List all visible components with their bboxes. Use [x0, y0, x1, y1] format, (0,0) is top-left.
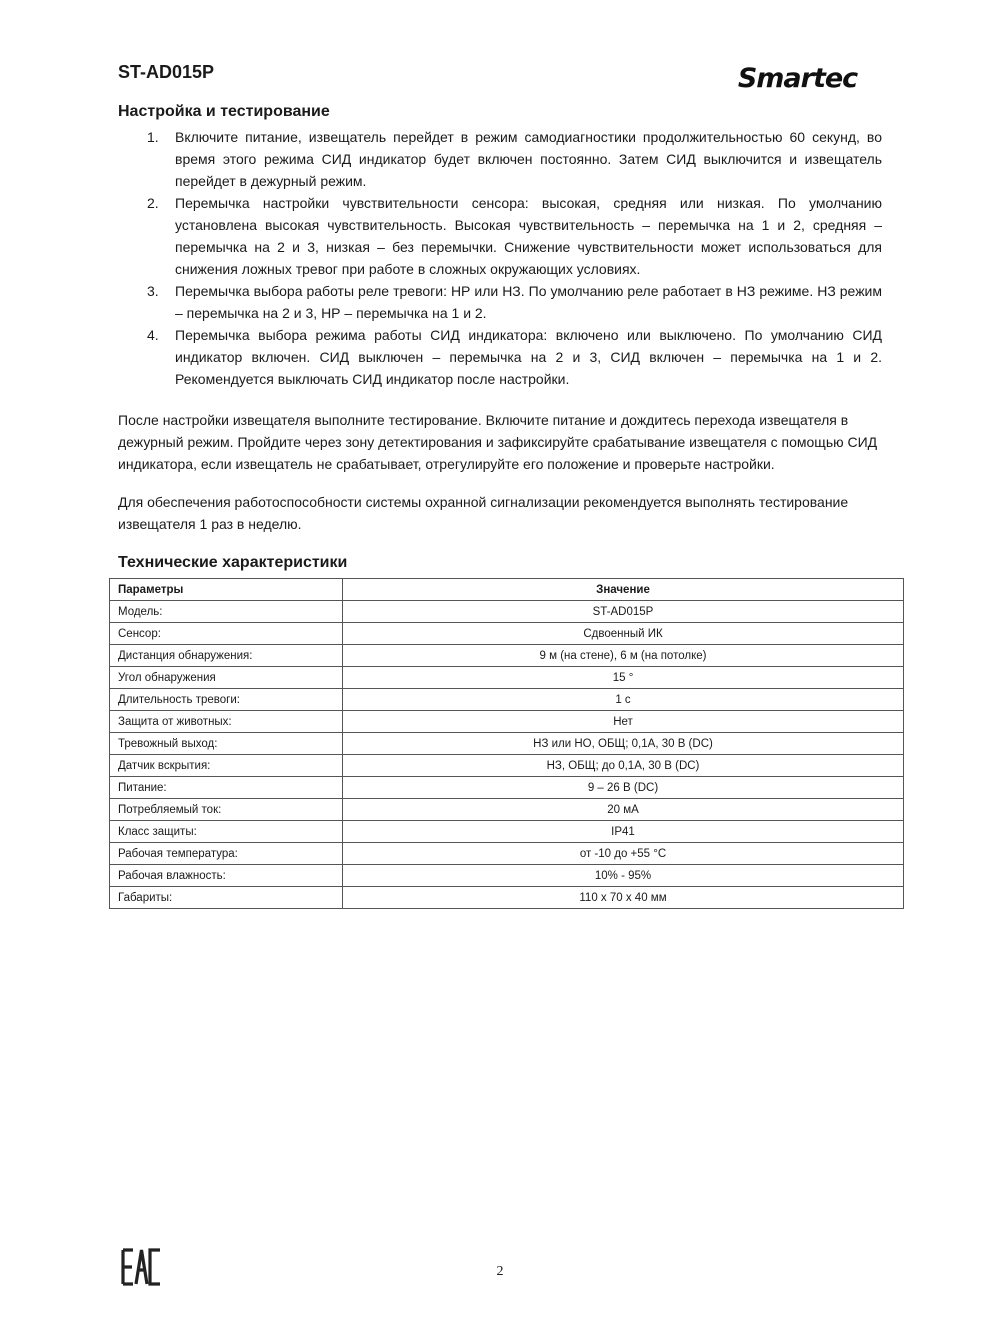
param-cell: Дистанция обнаружения: — [110, 645, 343, 667]
value-cell: Нет — [343, 711, 904, 733]
value-cell: 1 с — [343, 689, 904, 711]
step-text: Перемычка выбора работы реле тревоги: НР или НЗ. По умолчанию реле работает в НЗ режиме. НЗ режим – перемычка на 2 и 3, НР – перемычка на 1 и 2. — [175, 283, 882, 321]
list-item — [118, 192, 882, 280]
value-cell: 110 x 70 x 40 мм — [343, 887, 904, 909]
column-header-value: Значение — [343, 579, 904, 601]
param-cell: Длительность тревоги: — [110, 689, 343, 711]
value-cell: 10% - 95% — [343, 865, 904, 887]
param-cell: Угол обнаружения — [110, 667, 343, 689]
table-row — [110, 711, 904, 733]
table-row — [110, 645, 904, 667]
value-cell: IP41 — [343, 821, 904, 843]
param-cell: Рабочая влажность: — [110, 865, 343, 887]
testing-paragraph: После настройки извещателя выполните тестирование. Включите питание и дождитесь перехода извещателя в дежурный режим. Пройдите через зону детектирования и зафиксируйте срабатывание извещателя с помощью СИД индикатора, если извещатель не срабатывает, отрегулируйте его положение и проверьте настройки. — [118, 412, 878, 472]
specs-table — [109, 578, 904, 909]
step-number: 2. — [147, 195, 159, 211]
param-cell: Тревожный выход: — [110, 733, 343, 755]
param-cell: Рабочая температура: — [110, 843, 343, 865]
table-row — [110, 821, 904, 843]
param-cell: Защита от животных: — [110, 711, 343, 733]
document-code: ST-AD015P — [118, 62, 215, 82]
value-cell: НЗ или НО, ОБЩ; 0,1А, 30 В (DC) — [343, 733, 904, 755]
param-cell: Датчик вскрытия: — [110, 755, 343, 777]
value-cell: 9 – 26 В (DC) — [343, 777, 904, 799]
eac-certification-mark-icon — [121, 1248, 161, 1286]
table-row — [110, 777, 904, 799]
column-header-param: Параметры — [110, 579, 343, 601]
table-row — [110, 755, 904, 777]
param-cell: Сенсор: — [110, 623, 343, 645]
step-number: 4. — [147, 327, 159, 343]
value-cell: 15 ° — [343, 667, 904, 689]
step-text: Перемычка выбора режима работы СИД индикатора: включено или выключено. По умолчанию СИД индикатор включен. СИД выключен – перемычка на 2 и 3, СИД включен – перемычка на 1 и 2. Рекомендуется выключать СИД индикатор после настройки. — [175, 327, 882, 387]
specs-section-title: Технические характеристики — [118, 554, 348, 571]
regular-testing-paragraph: Для обеспечения работоспособности системы охранной сигнализации рекомендуется выполнять тестирование извещателя 1 раз в неделю. — [118, 494, 849, 532]
param-cell: Класс защиты: — [110, 821, 343, 843]
table-row — [110, 865, 904, 887]
table-row — [110, 689, 904, 711]
param-cell: Потребляемый ток: — [110, 799, 343, 821]
value-cell: 20 мА — [343, 799, 904, 821]
step-number: 3. — [147, 283, 159, 299]
setup-section-title: Настройка и тестирование — [118, 103, 330, 120]
list-item — [118, 324, 882, 390]
page-number: 2 — [496, 1264, 504, 1279]
brand-logo — [735, 58, 860, 100]
table-row — [110, 667, 904, 689]
value-cell: 9 м (на стене), 6 м (на потолке) — [343, 645, 904, 667]
list-item — [118, 126, 882, 192]
value-cell: Сдвоенный ИК — [343, 623, 904, 645]
value-cell: ST-AD015P — [343, 601, 904, 623]
param-cell: Питание: — [110, 777, 343, 799]
table-row — [110, 887, 904, 909]
param-cell: Габариты: — [110, 887, 343, 909]
table-row — [110, 733, 904, 755]
table-row — [110, 843, 904, 865]
table-row — [110, 799, 904, 821]
table-row — [110, 601, 904, 623]
setup-steps-list — [118, 126, 882, 390]
step-text: Перемычка настройки чувствительности сенсора: высокая, средняя или низкая. По умолчанию установлена высокая чувствительность. Высокая чувствительность – перемычка на 1 и 2, средняя – перемычка на 2 и 3, низкая – без перемычки. Снижение чувствительности может использоваться для снижения ложных тревог при работе в сложных окружающих условиях. — [175, 195, 882, 277]
brand-logo-text: Smartec — [737, 63, 858, 94]
list-item — [118, 280, 882, 324]
value-cell: от -10 до +55 °C — [343, 843, 904, 865]
table-row — [110, 623, 904, 645]
table-header-row — [110, 579, 904, 601]
step-number: 1. — [147, 129, 159, 145]
value-cell: НЗ, ОБЩ; до 0,1А, 30 В (DC) — [343, 755, 904, 777]
step-text: Включите питание, извещатель перейдет в режим самодиагностики продолжительностью 60 секунд, во время этого режима СИД индикатор будет включен постоянно. Затем СИД выключится и извещатель перейдет в дежурный режим. — [175, 129, 882, 189]
param-cell: Модель: — [110, 601, 343, 623]
